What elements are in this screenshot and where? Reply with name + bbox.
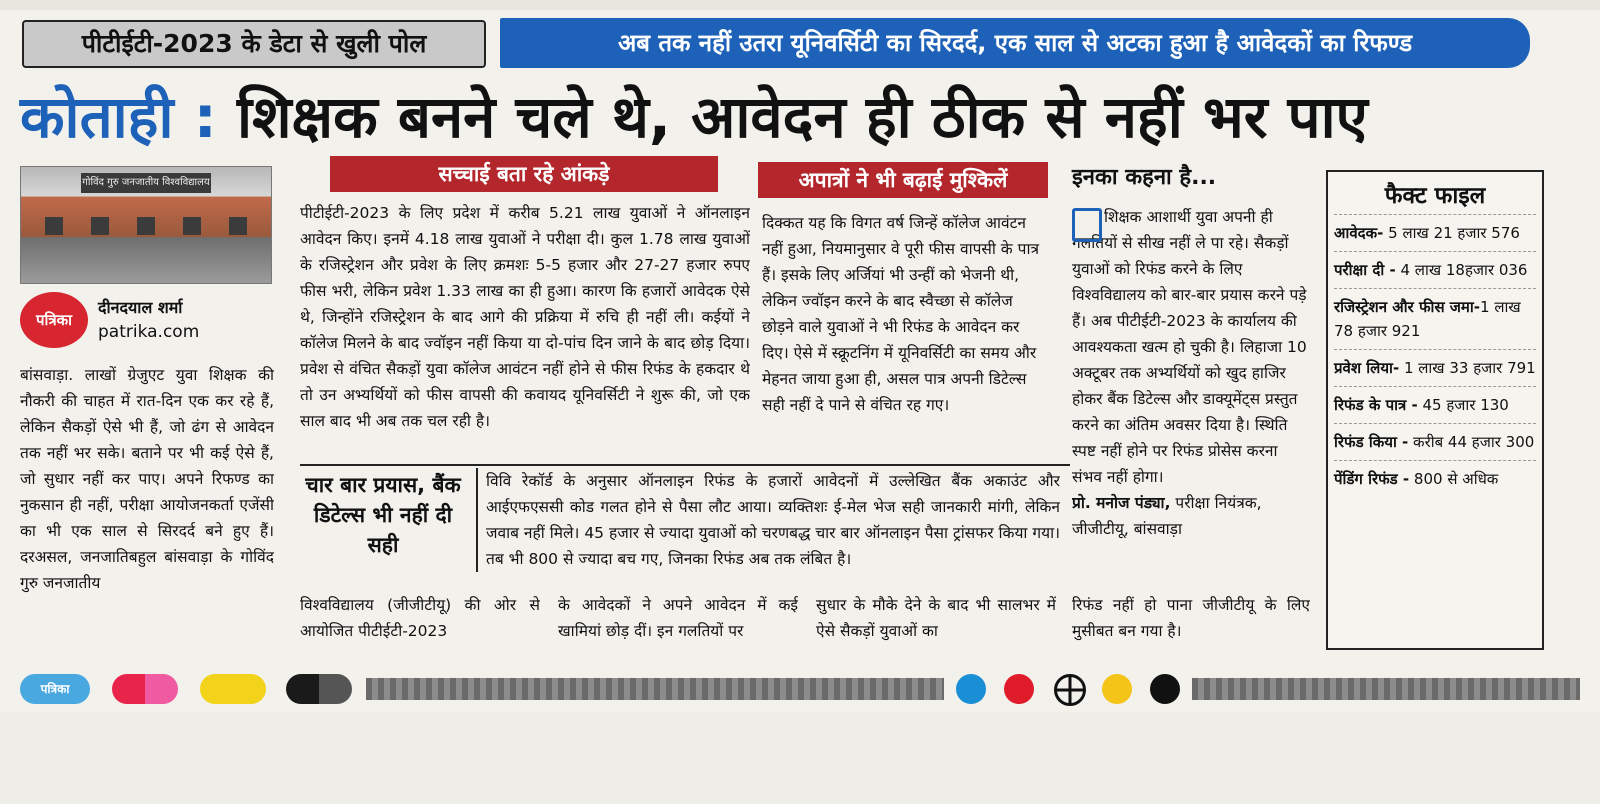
red-register-dot: [1004, 674, 1034, 704]
fact-label: परीक्षा दी -: [1334, 261, 1396, 279]
quote-role: परीक्षा नियंत्रक, जीजीटीयू, बांसवाड़ा: [1072, 494, 1262, 538]
gray-density-strip: [366, 678, 944, 700]
author-name: दीनदयाल शर्मा: [98, 298, 183, 317]
photo-window: [91, 217, 109, 235]
quote-author: प्रो. मनोज पंड्या,: [1072, 494, 1171, 512]
gray-density-strip-right: [1192, 678, 1580, 700]
kicker-label: पीटीईटी-2023 के डेटा से खुली पोल: [22, 20, 486, 68]
fact-value: 5 लाख 21 हजार 576: [1383, 224, 1520, 242]
article-column-2: पीटीईटी-2023 के लिए प्रदेश में करीब 5.21 लाख युवाओं ने ऑनलाइन आवेदन किए। इनमें 4.18 लाख युवाओं ने परीक्षा दी। कुल 1.78 लाख युवाओं के रजिस्ट्रेशन और प्रवेश के लिए क्रमशः 5-5 हजार और 27-27 हजार रुपए फीस भरी, लेकिन प्रवेश 1.33 लाख का ही हुआ। कारण कि हजारों आवेदक ऐसे थे, जिन्होंने रजिस्ट्रेशन के बाद आगे की प्रक्रिया में रुचि ही नहीं ली। कईयों ने कॉलेज मिलने के बाद ज्वॉइन नहीं किया या दो-पांच दिन जाने के बाद छोड़ दिया। प्रवेश से वंचित सैकड़ों युवा कॉलेज आवंटन नहीं होने से फीस रिफंड के हकदार थे तो उन अभ्यर्थियों को फीस वापसी की कवायद यूनिवर्सिटी ने शुरू की, जो एक साल बाद भी अब तक चल रही है।: [300, 204, 750, 430]
headline-rest: शिक्षक बनने चले थे, आवेदन ही ठीक से नहीं भर पाए: [216, 83, 1368, 151]
section-head-quote: इनका कहना है...: [1072, 165, 1217, 190]
fact-label: आवेदक-: [1334, 224, 1384, 242]
fact-file-box: [1326, 170, 1544, 650]
deck-banner: अब तक नहीं उतरा यूनिवर्सिटी का सिरदर्द, एक साल से अटका हुआ है आवेदकों का रिफण्ड: [500, 18, 1530, 68]
fact-item: [1334, 251, 1536, 288]
fact-label: रजिस्ट्रेशन और फीस जमा-: [1334, 298, 1481, 316]
fact-value: 4 लाख 18हजार 036: [1395, 261, 1528, 279]
yellow-register-dot: [1102, 674, 1132, 704]
quote-column: [1072, 204, 1310, 576]
fact-item: [1334, 423, 1536, 460]
site-link[interactable]: patrika.com: [98, 322, 200, 342]
quote-text: शिक्षक आशार्थी युवा अपनी ही गलतियों से सीख नहीं ले पा रहे। सैकड़ों युवाओं को रिफंड करने के लिए विश्वविद्यालय को बार-बार प्रयास करने पड़े हैं। अब पीटीईटी-2023 के कार्यालय की आवश्यकता खत्म हो चुकी है। लिहाजा 10 अक्टूबर तक अभ्यर्थियों को खुद हाजिर होकर बैंक डिटेल्स और डाक्यूमेंट्स प्रस्तुत करने का अंतिम अवसर दिया है। स्थिति स्पष्ट नहीं होने पर रिफंड प्रोसेस करना संभव नहीं होगा।: [1072, 208, 1307, 486]
photo-window: [45, 217, 63, 235]
fact-label: प्रवेश लिया-: [1334, 359, 1400, 377]
fact-value: 1 लाख 78 हजार 921: [1334, 298, 1521, 340]
top-margin-strip: [0, 0, 1600, 10]
boxed-paragraph: विवि रेकॉर्ड के अनुसार ऑनलाइन रिफंड के हजारों आवेदनों में उल्लेखित बैंक अकाउंट और आईएफएससी कोड गलत होने से पैसा लौट आया। व्यक्तिशः ई-मेल भेज सही जानकारी मांगी, लेकिन जवाब नहीं मिले। 45 हजार से ज्यादा युवाओं को चरणबद्ध चार बार ऑनलाइन पैसा ट्रांसफर किया गया। तब भी 800 से ज्यादा बच गए, जिनका रिफंड अब तक लंबित है।: [476, 468, 1060, 572]
cyan-register-dot: [956, 674, 986, 704]
fact-value: 45 हजार 130: [1417, 396, 1509, 414]
bottom-margin: [0, 712, 1600, 804]
register-logo-pill: पत्रिका: [20, 674, 90, 704]
article-column-3: दिक्कत यह कि विगत वर्ष जिन्हें कॉलेज आवंटन नहीं हुआ, नियमानुसार वे पूरी फीस वापसी के पात्र हैं। इसके लिए अर्जियां भी उन्हीं को भेजनी थी, लेकिन ज्वॉइन करने के बाद स्वैच्छा से कॉलेज छोड़ने वाले युवाओं ने भी रिफंड के आवेदन कर दिए। ऐसे में स्क्रूटनिंग में यूनिवर्सिटी का समय और मेहनत जाया हुआ ही, असल पात्र अपनी डिटेल्स सही नहीं दे पाने से वंचित रह गए।: [762, 214, 1040, 414]
bottom-text-1: विश्वविद्यालय (जीजीटीयू) की ओर से आयोजित पीटीईटी-2023: [300, 596, 540, 640]
quote-icon: [1072, 208, 1102, 242]
crosshair-register-icon: [1054, 674, 1086, 706]
photo-window: [183, 217, 201, 235]
box-divider: [300, 464, 1070, 466]
university-photo: [20, 166, 272, 284]
yellow-register-pill: [200, 674, 266, 704]
bottom-text-4: रिफंड नहीं हो पाना जीजीटीयू के लिए मुसीबत बन गया है।: [1072, 596, 1310, 640]
section-head-ineligible: अपात्रों ने भी बढ़ाई मुश्किलें: [758, 162, 1048, 198]
patrika-logo: पत्रिका: [20, 292, 88, 348]
fact-item: [1334, 349, 1536, 386]
section-head-facts: सच्चाई बता रहे आंकड़े: [330, 156, 718, 192]
print-register-marks: [20, 670, 1580, 708]
fact-item: [1334, 386, 1536, 423]
fact-label: रिफंड किया -: [1334, 433, 1409, 451]
magenta-register-pill: [112, 674, 178, 704]
article-column-1: बांसवाड़ा. लाखों ग्रेजुएट युवा शिक्षक की नौकरी की चाहत में रात-दिन एक कर रहे हैं, लेकिन सैकड़ों ऐसे भी हैं, जो ढंग से आवेदन तक नहीं भर सके। बताने पर भी कई ऐसे हैं, जो सुधार नहीं कर पाए। अपने रिफण्ड का नुकसान ही नहीं, परीक्षा आयोजनकर्ता एजेंसी का भी एक साल से सिरदर्द बने हुए हैं। दरअसल, जनजातिबहुल बांसवाड़ा के गोविंद गुरु जनजातीय: [20, 366, 274, 592]
side-headline: चार बार प्रयास, बैंक डिटेल्स भी नहीं दी सही: [305, 473, 461, 557]
photo-sign: गोविंद गुरु जनजातीय विश्वविद्यालय: [81, 173, 211, 193]
bottom-text-3: सुधार के मौके देने के बाद भी सालभर में ऐसे सैकड़ों युवाओं का: [816, 596, 1056, 640]
black-register-dot: [1150, 674, 1180, 704]
photo-window: [137, 217, 155, 235]
fact-value: 1 लाख 33 हजार 791: [1399, 359, 1536, 377]
bottom-text-2: के आवेदकों ने अपने आवेदन में कई खामियां छोड़ दीं। इन गलतियों पर: [558, 596, 798, 640]
fact-value: 800 से अधिक: [1409, 470, 1499, 488]
photo-window: [229, 217, 247, 235]
headline: [20, 74, 1540, 160]
fact-item: [1334, 288, 1536, 349]
fact-item: [1334, 214, 1536, 251]
fact-item: [1334, 460, 1536, 497]
headline-lead: कोताही :: [20, 83, 217, 151]
fact-value: करीब 44 हजार 300: [1408, 433, 1535, 451]
fact-label: रिफंड के पात्र -: [1334, 396, 1418, 414]
fact-file-title: फैक्ट फाइल: [1384, 183, 1486, 209]
fact-label: पेंडिंग रिफंड -: [1334, 470, 1410, 488]
black-register-pill: [286, 674, 352, 704]
